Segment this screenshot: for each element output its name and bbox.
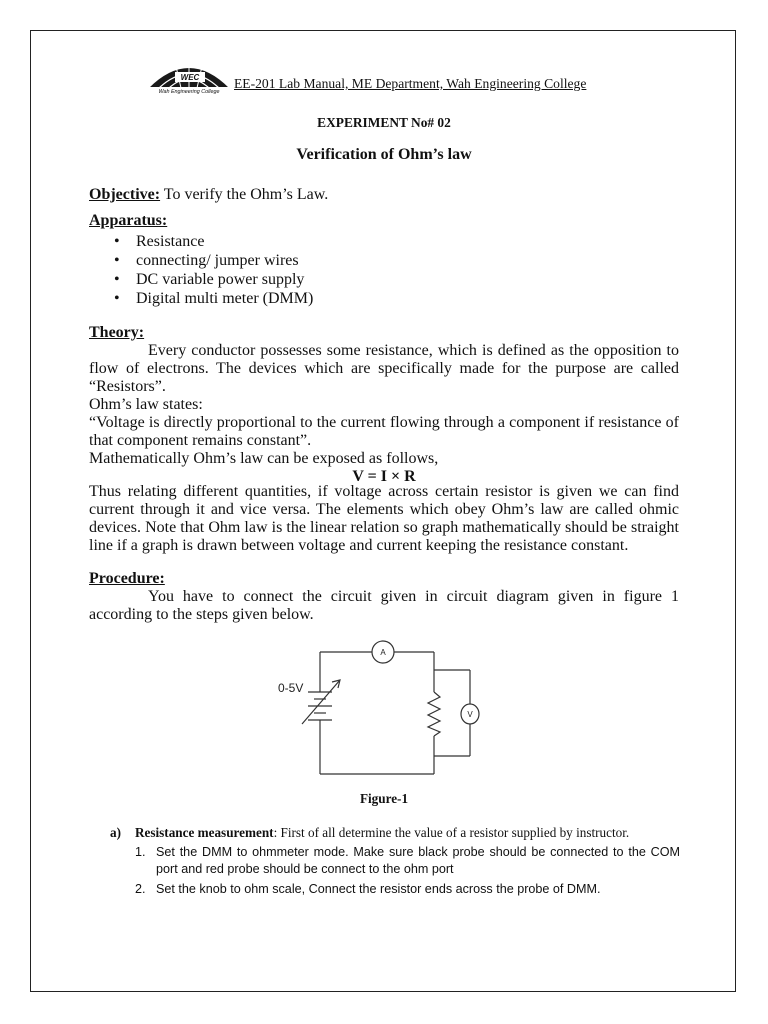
procedure-section (89, 570, 679, 624)
theory-paragraph: Every conductor possesses some resistance, which is defined as the opposition to flow of electrons. The devices which are specifically made for the purpose are called “Resistors”. (89, 342, 679, 395)
step-a-title: Resistance measurement (135, 825, 274, 840)
header-title: EE-201 Lab Manual, ME Department, Wah Engineering College (234, 76, 587, 91)
circuit-diagram (272, 640, 496, 780)
objective-text: To verify the Ohm’s Law. (160, 186, 329, 203)
list-item: • Digital multi meter (DMM) (89, 289, 679, 308)
step-number: 2. (135, 882, 146, 896)
step-a-marker: a) (110, 825, 121, 840)
procedure-steps (110, 824, 680, 898)
theory-explanation: Thus relating different quantities, if voltage across certain resistor is given we can find current through it and vice versa. The elements which obey Ohm’s law are called ohmic devices. Note that Ohm law is the linear relation so graph mathematically should be straight line if a graph is drawn between voltage and current keeping the resistance constant. (89, 483, 679, 554)
apparatus-list (89, 232, 679, 308)
theory-statement: “Voltage is directly proportional to the current flowing through a component if resistance of that component remains constant”. (89, 414, 679, 449)
step-a (110, 824, 680, 841)
college-logo (145, 54, 233, 94)
theory-section (89, 324, 679, 486)
logo-text: WEC (180, 73, 200, 82)
list-item (110, 844, 680, 878)
logo-subtext: Wah Engineering College (158, 89, 220, 94)
theory-heading: Theory: (89, 324, 145, 341)
voltmeter-label: V (467, 710, 473, 719)
list-item (110, 881, 680, 898)
source-label: 0-5V (278, 681, 304, 695)
ammeter-label: A (380, 648, 386, 657)
step-text: Set the DMM to ohmmeter mode. Make sure black probe should be connected to the COM port and red probe should be connect to the ohm port (156, 845, 680, 876)
resistor-symbol (428, 692, 440, 736)
experiment-label: EXPERIMENT No# 02 (317, 115, 451, 130)
theory-statement-intro: Ohm’s law states: (89, 396, 203, 413)
apparatus-section (89, 212, 679, 308)
list-item: • DC variable power supply (89, 270, 679, 289)
list-item: • Resistance (89, 232, 679, 251)
ohms-law-formula: V = I × R (352, 468, 416, 485)
page-title: Verification of Ohm’s law (296, 146, 472, 163)
list-item: • connecting/ jumper wires (89, 251, 679, 270)
apparatus-heading: Apparatus: (89, 212, 168, 229)
variable-arrow (302, 680, 340, 724)
theory-math-intro: Mathematically Ohm’s law can be exposed as follows, (89, 450, 439, 467)
step-number: 1. (135, 845, 146, 859)
objective-heading: Objective: (89, 186, 161, 203)
figure-caption: Figure-1 (359, 791, 409, 806)
procedure-heading: Procedure: (89, 570, 165, 587)
step-text: Set the knob to ohm scale, Connect the resistor ends across the probe of DMM. (156, 882, 601, 896)
step-a-text: : First of all determine the value of a resistor supplied by instructor. (273, 825, 630, 840)
procedure-paragraph: You have to connect the circuit given in circuit diagram given in figure 1 according to the steps given below. (89, 588, 679, 623)
objective-section (89, 186, 679, 204)
